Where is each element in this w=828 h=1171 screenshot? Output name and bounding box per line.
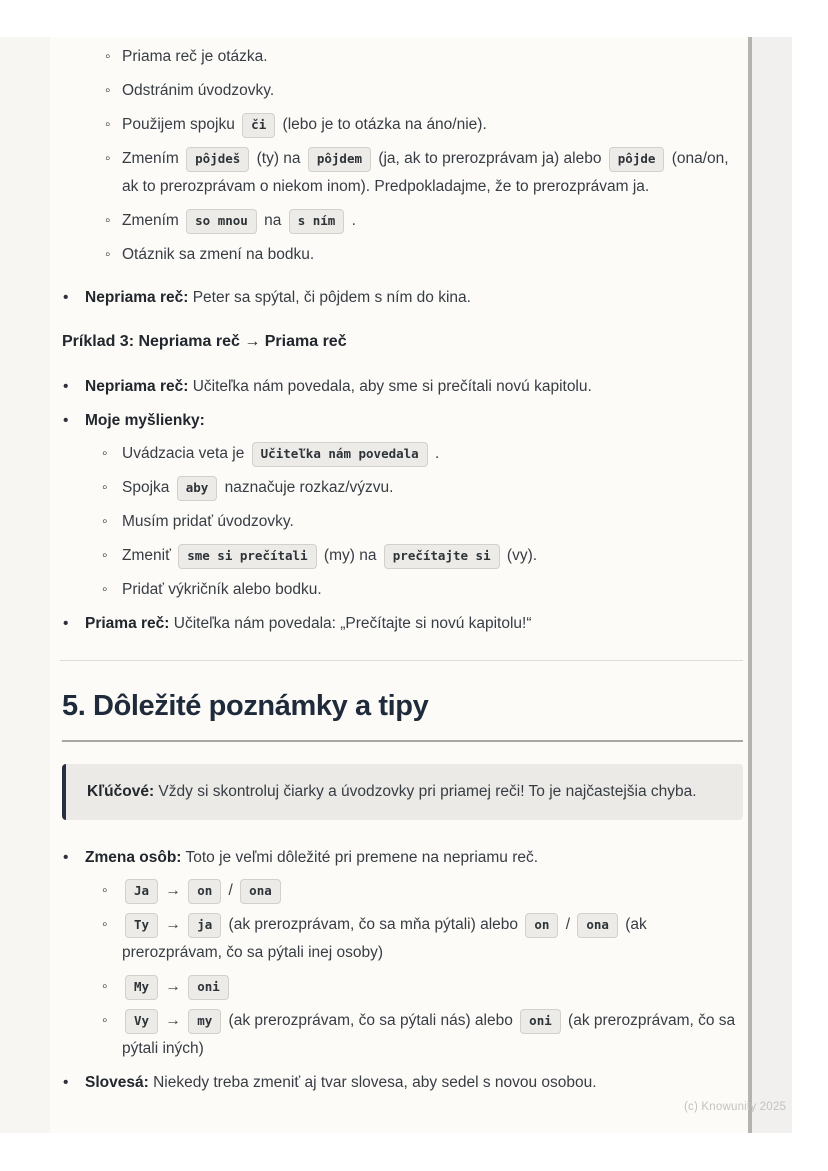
text-run: naznačuje rozkaz/výzvu. bbox=[220, 479, 394, 496]
notes-list bbox=[50, 844, 746, 1097]
page-content bbox=[50, 37, 748, 1097]
inline-code-badge: Ty bbox=[125, 913, 158, 938]
bold-label: Nepriama reč: bbox=[85, 289, 189, 306]
list-item bbox=[50, 844, 746, 1063]
inline-code-badge: pôjdeš bbox=[186, 147, 249, 172]
list-item-text bbox=[85, 407, 746, 435]
list-item-text bbox=[85, 844, 746, 872]
text-run: Spojka bbox=[122, 479, 174, 496]
key-callout-text bbox=[87, 777, 722, 806]
text-run: / bbox=[224, 882, 238, 899]
nested-list bbox=[85, 877, 746, 1063]
list-item bbox=[85, 911, 746, 967]
list-item-text bbox=[85, 373, 746, 401]
list-item-text bbox=[85, 1069, 746, 1097]
section-divider bbox=[60, 660, 743, 661]
text-run: Vždy si skontroluj čiarky a úvodzovky pri priamej reči! To je najčastejšia chyba. bbox=[154, 783, 697, 800]
inline-code-badge: prečítajte si bbox=[384, 544, 500, 569]
list-item bbox=[85, 877, 746, 905]
key-callout bbox=[62, 764, 743, 820]
text-run: Odstránim úvodzovky. bbox=[122, 82, 275, 99]
text-run: Peter sa spýtal, či pôjdem s ním do kina. bbox=[188, 289, 471, 306]
list-item bbox=[85, 508, 746, 536]
list-item bbox=[50, 373, 746, 401]
bold-label: Zmena osôb: bbox=[85, 849, 182, 866]
bold-label: Moje myšlienky: bbox=[85, 412, 205, 429]
watermark: (c) Knowunity 2025 bbox=[684, 1101, 787, 1113]
list-item-text bbox=[122, 508, 746, 536]
inline-code-badge: oni bbox=[188, 975, 229, 1000]
text-run: Zmením bbox=[122, 150, 184, 167]
list-item bbox=[85, 576, 746, 604]
example2-result-list bbox=[50, 284, 746, 312]
inline-code-badge: pôjde bbox=[609, 147, 665, 172]
text-run: Použijem spojku bbox=[122, 116, 240, 133]
list-item-text bbox=[122, 911, 746, 967]
text-run: (ty) na bbox=[252, 150, 305, 167]
inline-code-badge: Ja bbox=[125, 879, 158, 904]
inline-code-badge: on bbox=[188, 879, 221, 904]
list-item-text bbox=[85, 284, 746, 312]
list-item bbox=[50, 43, 746, 71]
list-item bbox=[85, 1007, 746, 1063]
example2-thoughts-sublist bbox=[50, 43, 746, 269]
list-item bbox=[50, 77, 746, 105]
text-run: (lebo je to otázka na áno/nie). bbox=[278, 116, 487, 133]
list-item-text bbox=[122, 973, 746, 1001]
inline-code-badge: Učiteľka nám povedala bbox=[252, 442, 428, 467]
inline-code-badge: ona bbox=[577, 913, 618, 938]
inline-code-badge: ja bbox=[188, 913, 221, 938]
example3-list bbox=[50, 373, 746, 638]
list-item-text bbox=[85, 610, 746, 638]
inline-code-badge: so mnou bbox=[186, 209, 257, 234]
document-viewer bbox=[0, 37, 792, 1133]
list-item bbox=[50, 284, 746, 312]
text-run: Pridať výkričník alebo bodku. bbox=[122, 581, 322, 598]
list-item-text bbox=[122, 43, 746, 71]
document-page bbox=[50, 37, 748, 1133]
list-item-text bbox=[122, 440, 746, 468]
list-item bbox=[50, 407, 746, 604]
text-run: . bbox=[430, 445, 440, 462]
inline-code-badge: Vy bbox=[125, 1009, 158, 1034]
inline-code-badge: či bbox=[242, 113, 275, 138]
list-item bbox=[50, 241, 746, 269]
viewer-gutter bbox=[752, 37, 792, 1133]
inline-code-badge: aby bbox=[177, 476, 218, 501]
text-run: Musím pridať úvodzovky. bbox=[122, 513, 294, 530]
text-run: na bbox=[259, 212, 286, 229]
page-left-margin bbox=[0, 37, 50, 1133]
text-run: (my) na bbox=[319, 547, 381, 564]
list-item bbox=[85, 542, 746, 570]
text-run: Učiteľka nám povedala, aby sme si prečítali novú kapitolu. bbox=[188, 378, 592, 395]
list-item bbox=[85, 440, 746, 468]
inline-code-badge: my bbox=[188, 1009, 221, 1034]
bold-label: Kľúčové: bbox=[87, 783, 155, 800]
text-run: Zmením bbox=[122, 212, 184, 229]
list-item-text bbox=[122, 111, 746, 139]
list-item-text bbox=[122, 576, 746, 604]
text-run: Niekedy treba zmeniť aj tvar slovesa, aby sedel s novou osobou. bbox=[148, 1074, 597, 1091]
example3-heading: Príklad 3: Nepriama reč → Priama reč bbox=[62, 333, 347, 350]
text-run: (ak prerozprávam, čo sa pýtali iných) bbox=[122, 1012, 736, 1057]
text-run: . bbox=[347, 212, 356, 229]
bold-label: Slovesá: bbox=[85, 1074, 149, 1091]
list-item bbox=[50, 610, 746, 638]
inline-code-badge: ona bbox=[240, 879, 281, 904]
bold-label: Nepriama reč: bbox=[85, 378, 189, 395]
list-item-text bbox=[122, 145, 746, 201]
bold-label: Priama reč: bbox=[85, 615, 170, 632]
list-item-text bbox=[122, 241, 746, 269]
nested-list bbox=[85, 440, 746, 604]
inline-code-badge: s ním bbox=[289, 209, 345, 234]
list-item-text bbox=[122, 877, 746, 905]
inline-code-badge: on bbox=[525, 913, 558, 938]
list-item bbox=[50, 1069, 746, 1097]
text-run: → bbox=[161, 882, 186, 899]
list-item bbox=[50, 111, 746, 139]
list-item-text bbox=[122, 1007, 746, 1063]
text-run: Uvádzacia veta je bbox=[122, 445, 249, 462]
list-item bbox=[85, 474, 746, 502]
list-item bbox=[85, 973, 746, 1001]
text-run: Zmeniť bbox=[122, 547, 176, 564]
list-item-text bbox=[122, 77, 746, 105]
list-item bbox=[50, 145, 746, 201]
inline-code-badge: sme si prečítali bbox=[178, 544, 316, 569]
text-run: Učiteľka nám povedala: „Prečítajte si novú kapitolu!“ bbox=[169, 615, 532, 632]
text-run: → bbox=[161, 916, 186, 933]
text-run: → bbox=[161, 1012, 186, 1029]
text-run: (ak prerozprávam, čo sa pýtali inej osoby) bbox=[122, 916, 647, 961]
text-run: → bbox=[161, 978, 186, 995]
list-item bbox=[50, 207, 746, 235]
text-run: Toto je veľmi dôležité pri premene na nepriamu reč. bbox=[181, 849, 539, 866]
inline-code-badge: oni bbox=[520, 1009, 561, 1034]
text-run: (vy). bbox=[502, 547, 538, 564]
list-item-text bbox=[122, 474, 746, 502]
text-run: (ona/on, ak to prerozprávam o niekom inom). Predpokladajme, že to prerozprávam ja. bbox=[122, 150, 729, 195]
inline-code-badge: My bbox=[125, 975, 158, 1000]
list-item-text bbox=[122, 207, 746, 235]
text-run: Otáznik sa zmení na bodku. bbox=[122, 246, 315, 263]
text-run: (ja, ak to prerozprávam ja) alebo bbox=[374, 150, 606, 167]
text-run: (ak prerozprávam, čo sa pýtali nás) alebo bbox=[224, 1012, 518, 1029]
text-run: / bbox=[561, 916, 575, 933]
text-run: Priama reč je otázka. bbox=[122, 48, 268, 65]
inline-code-badge: pôjdem bbox=[308, 147, 371, 172]
list-item-text bbox=[122, 542, 746, 570]
text-run: (ak prerozprávam, čo sa mňa pýtali) alebo bbox=[224, 916, 523, 933]
section5-title: 5. Dôležité poznámky a tipy bbox=[62, 687, 743, 742]
